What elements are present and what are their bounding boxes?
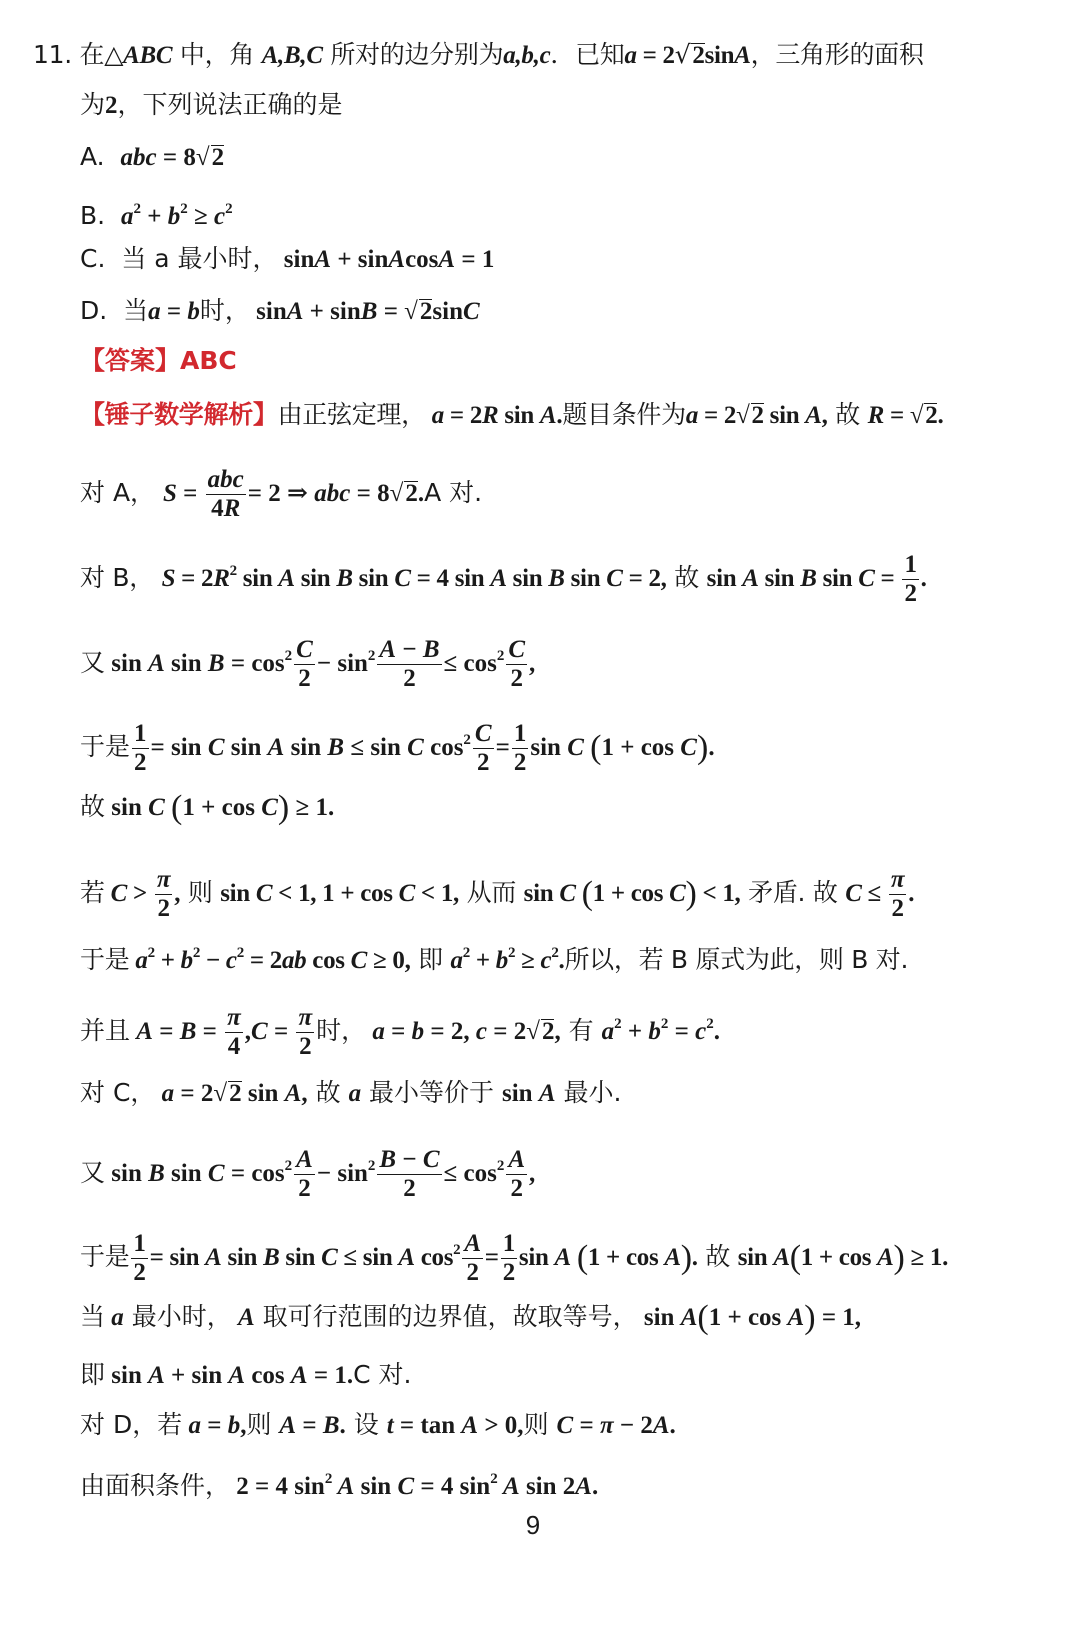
question-stem-line-1: 11. 在△ABC 中，角 A,B,C 所对的边分别为a,b,c．已知a = 2√2sinA，三角形的面积 bbox=[33, 40, 924, 69]
stem-math-sqrt: 2 bbox=[692, 42, 705, 69]
question-stem-line-2 bbox=[80, 88, 1036, 123]
stem-text: 所对的边分别为 bbox=[322, 40, 504, 69]
stem-math: 2 bbox=[105, 92, 118, 119]
analysis-line-d1: 对 D，若 a = b,则 A = B. 设 t = tan A > 0,则 C = π − 2A. bbox=[80, 1410, 676, 1439]
analysis-line-c4: 当 a 最小时， A 取可行范围的边界值，故取等号， sin A(1 + cos A) = 1, bbox=[80, 1299, 862, 1336]
analysis-line-c2: 又 sin B $\sin C = \cos^2$ $\frac{A}{2}$ − $\sin^2$ $\frac{B - C}{2}$ ≤ $\cos^2$ $\frac{A}{2}$ , bbox=[80, 1146, 536, 1202]
stem-text: ，下列说法正确的是 bbox=[117, 90, 343, 119]
question-number: 11. bbox=[33, 40, 72, 69]
analysis-line-b3: 于是 $\frac{1}{2}$ = sin C sin A sin B ≤ sin C $\cos^2$ $\frac{C}{2}$ = $\frac{1}{2}$ sin C (1 + cos C). bbox=[80, 720, 715, 776]
stem-math: ABC bbox=[123, 42, 173, 69]
stem-math: a bbox=[624, 42, 637, 69]
analysis-line-b5: 若 C > $\frac{\pi}{2}$ , 则 sin C < 1, 1 + cos C < 1, 从而 sin C (1 + cos C) < 1, 矛盾. 故 C ≤ $\frac{\pi}{2}$ . bbox=[80, 866, 915, 922]
analysis-line-b6: 于是 $a^2 + b^2 - c^2 = 2ab$ cos C ≥ 0, 即 $a^2 + b^2 \ge c^2$.所以，若 B 原式为此，则 B 对. bbox=[80, 945, 909, 974]
option-label: C. bbox=[80, 244, 106, 273]
option-label: A. bbox=[80, 142, 105, 171]
answer-label: 【答案】 bbox=[80, 346, 181, 375]
answer-value: ABC bbox=[180, 346, 237, 375]
analysis-line-d2: 由面积条件， 2 = 4 $\sin^2 A$ sin C = 4 $\sin^2 A$ sin 2A. bbox=[80, 1471, 599, 1500]
analysis-label: 【锤子数学解析】 bbox=[80, 400, 278, 429]
stem-text: 在△ bbox=[79, 40, 124, 69]
analysis-line-b1: 对 B， $S = 2R^2$ sin A sin B sin C = 4 sin A sin B sin C = 2, 故 sin A sin B sin C = $\frac{1}{2}$ . bbox=[80, 551, 927, 607]
stem-text: ，三角形的面积 bbox=[750, 40, 924, 69]
analysis-line-a: 对 A， S = $\frac{\text{abc}}{4R}$ = 2 ⇒ abc = 8√2.A 对. bbox=[80, 466, 483, 522]
analysis-line-b4: 故 sin C (1 + cos C) ≥ 1. bbox=[80, 789, 335, 826]
option-label: B. bbox=[80, 201, 106, 230]
stem-math: a,b,c bbox=[503, 42, 551, 69]
stem-math: A,B,C bbox=[261, 42, 323, 69]
option-label: D. bbox=[80, 296, 108, 325]
stem-math: sin bbox=[704, 42, 735, 69]
stem-text: ．已知 bbox=[550, 40, 625, 69]
analysis-line-c3: 于是 $\frac{1}{2}$ = sin A sin B sin C ≤ sin A $\cos^2$ $\frac{A}{2}$ = $\frac{1}{2}$ sin A (1 + cos A). 故 sin A(1 + cos A) ≥ 1. bbox=[80, 1230, 949, 1286]
analysis-line-b7: 并且 A = B = $\frac{\pi}{4}$ ,C = $\frac{\pi}{2}$ 时， a = b = 2, c = 2√2, 有 $a^2 + b^2 = c^2$. bbox=[80, 1004, 720, 1060]
analysis-line-c5: 即 sin A + sin A cos A = 1.C 对. bbox=[80, 1360, 412, 1389]
option-b: B. $a^2 + b^2 \ge c^2$ bbox=[80, 201, 233, 230]
answer-line bbox=[80, 344, 1036, 378]
analysis-line-b2: 又 sin A $\sin B = \cos^2$ $\frac{C}{2}$ − $\sin^2$ $\frac{A - B}{2}$ ≤ $\cos^2$ $\frac{C}{2}$ , bbox=[80, 636, 536, 692]
page-number: 9 bbox=[525, 1510, 541, 1540]
analysis-line-c1: 对 C， a = 2√2 sin A, 故 a 最小等价于 sin A 最小. bbox=[80, 1078, 622, 1107]
option-c: C. 当 a 最小时， sinA + sinAcosA = 1 bbox=[80, 244, 495, 273]
stem-text: 中，角 bbox=[172, 40, 262, 69]
option-a: A. abc = 8√2 bbox=[80, 142, 225, 171]
analysis-intro: 【锤子数学解析】由正弦定理， a = 2R sin A.题目条件为a = 2√2 sin A, 故 R = √2. bbox=[80, 400, 944, 429]
option-d: D. 当a = b时， sinA + sinB = √2sinC bbox=[80, 296, 480, 325]
stem-math: A bbox=[734, 42, 751, 69]
stem-math: = 2 bbox=[636, 42, 675, 69]
stem-text: 为 bbox=[80, 90, 106, 119]
